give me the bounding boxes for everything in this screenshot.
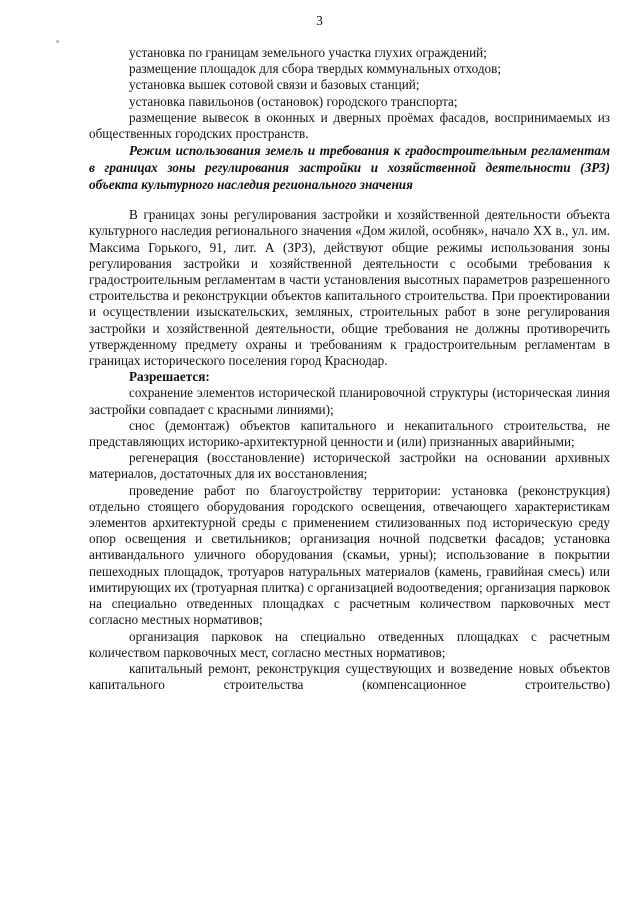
scan-dot: [56, 40, 59, 43]
page-number: 3: [316, 13, 323, 28]
allowed-label: Разрешается:: [129, 369, 210, 385]
allowed-item: сохранение элементов исторической планировочной структуры (историческая линия застройки совпадает с красными линиями);: [89, 385, 610, 417]
list-item: размещение вывесок в оконных и дверных проёмах фасадов, воспринимаемых из общественных городских пространств.: [89, 109, 610, 142]
list-item: установка павильонов (остановок) городского транспорта;: [129, 93, 458, 109]
list-item: установка по границам земельного участка глухих ограждений;: [129, 45, 487, 60]
allowed-item: регенерация (восстановление) исторической застройки на основании архивных материалов, достаточных для их восстановления;: [89, 450, 610, 482]
allowed-item: организация парковок на специально отведенных площадках с расчетным количеством парковочных мест, согласно местных нормативов;: [89, 628, 610, 660]
list-item: размещение площадок для сбора твердых коммунальных отходов;: [129, 61, 502, 77]
allowed-item: капитальный ремонт, реконструкция существующих и возведение новых объектов капитального строительства (компенсационное строительство): [89, 660, 610, 693]
allowed-item: проведение работ по благоустройству территории: установка (реконструкция) отдельно стоящего оборудования городского освещения, отвечающего характеристикам элементов архитектурной среды с применением стилизованных под историческую среду опор освещения и светильников; организация ночной подсветки фасадов; установка антивандального уличного оборудования (скамьи, урны); использование в покрытии пешеходных площадок, тротуаров натуральных материалов (камень, гравийная смесь) или имитирующих их (тротуарная плитка) с организацией водоотведения; организация парковок на специально отведенных площадках с расчетным количеством парковочных мест согласно местных нормативов;: [89, 482, 611, 628]
text-column: [89, 45, 610, 693]
section-heading: Режим использования земель и требования к градостроительным регламентам в границах зоны регулирования застройки и хозяйственной деятельности (ЗРЗ) объекта культурного наследия регионального значения: [89, 143, 610, 193]
allowed-item: снос (демонтаж) объектов капитального и некапитального строительства, не представляющих историко-архитектурной ценности и (или) признанных аварийными;: [89, 417, 610, 450]
list-item: установка вышек сотовой связи и базовых станций;: [129, 77, 420, 93]
intro-paragraph: В границах зоны регулирования застройки и хозяйственной деятельности объекта культурного наследия регионального значения «Дом жилой, особняк», начало XX в., ул. им. Максима Горького, 91, лит. А (ЗРЗ), действуют общие режимы использования зоны регулирования застройки и хозяйственной деятельности с особыми требования к градостроительным регламентам в части установления высотных параметров разрешенного строительства и реконструкции объектов капитального строительства. При проектировании и осуществлении изыскательских, земляных, строительных работ в зоне регулирования застройки и хозяйственной деятельности, общие требования не должны противоречить утвержденному предмету охраны и требованиям к градостроительным регламентам в границах исторического поселения город Краснодар.: [89, 207, 610, 369]
